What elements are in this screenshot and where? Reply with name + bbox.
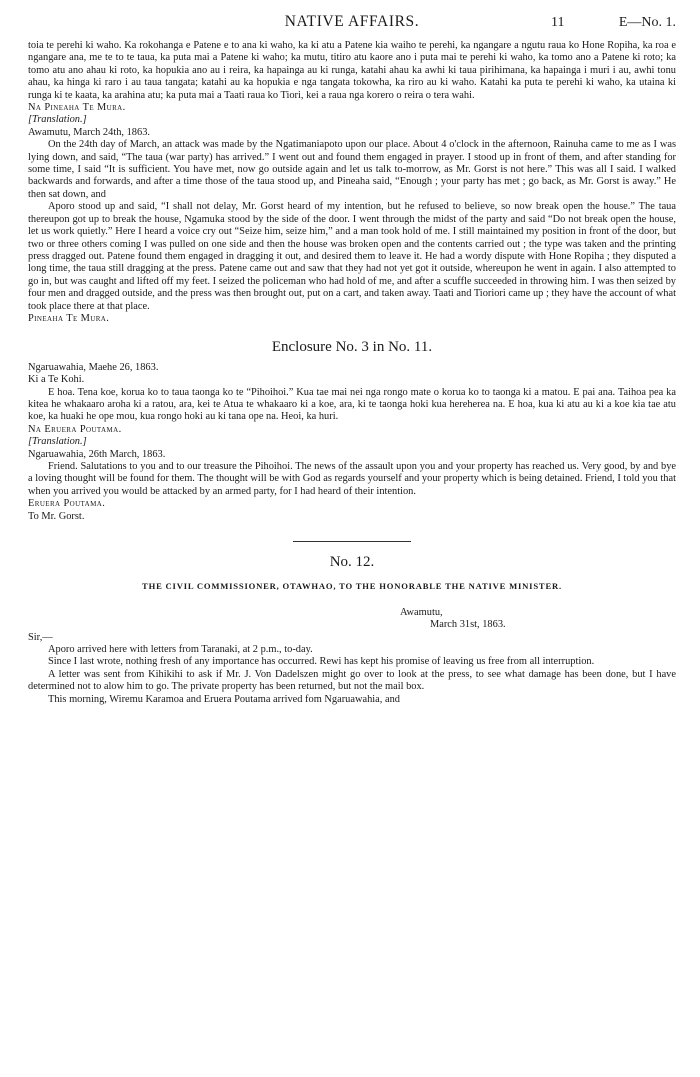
letter-subheading: THE CIVIL COMMISSIONER, OTAWHAO, TO THE HONORABLE THE NATIVE MINISTER. [142,581,562,592]
enclosure-translation-signature: Eruera Poutama. [28,498,106,510]
translation-paragraph: On the 24th day of March, an attack was made by the Ngatimaniapoto upon our place. About 4 o'clock in the afternoon, Rainuha came to me as I was lying down, and said, “The taua (war party) has arrived.” I went out and found them engaged in prayer. I stood up in front of them, and after standing for some time, I said “It is sufficient. You have met, now go outside again and let us talk to-morrow, as Mr. Gorst is not here.” This was all I said. I walked backwards and forwards, and after a time those of the taua stood up, and Pineaha said, “Enough ; your party has met ; go back, as Mr. Gorst is away.” He then sat down, and [28,139,676,200]
document-page [28,14,676,706]
addressee: To Mr. Gorst. [28,510,85,522]
letter-place: Awamutu, [400,606,443,618]
letter-dateline [28,607,676,632]
enclosure-translation-label: [Translation.] [28,436,87,448]
letter-number-heading: No. 12. [329,554,375,571]
translation-signature: Pineaha Te Mura. [28,312,110,324]
enclosure-signature: Na Eruera Poutama. [28,423,122,435]
translation-dateline: Awamutu, March 24th, 1863. [28,126,150,138]
letter-paragraph: Since I last wrote, nothing fresh of any importance has occurred. Rewi has kept his promise of leaving us free from all interruption. [48,656,595,668]
letter-date: March 31st, 1863. [430,619,506,631]
letter-paragraph: Aporo arrived here with letters from Taranaki, at 2 p.m., to-day. [48,644,313,656]
maori-letter-body: toia te perehi ki waho. Ka rokohanga e Patene e to ana ki waho, ka ki atu a Patene kia waiho te perehi, ka ngangare a ngutu raua ko Hone Ropiha, ka roa e ngangare ana, me te to te taua, ka puta mai a Patene ki waho; ka mutu, titiro atu kaore ano i puta mai te perehi ki waho, ka tomo ano a Patene ki roto; ka tomo atu ano ahau ki roto, ka hopukia ano au i reira, ka hapainga au ki runga, katahi ahau ka awhi ki taua pirihimana, ka hapainga i muri i au, awhi tonu ahau, ka hinga ki raro i au taua tangata; katahi au ka hopukia e nga tangata tokowha, ka riro au ki waho. Katahi ka puta te perehi ki waho, ka utaina ki runga ki te kaata, ka arahina atu; ka puta mai a Taati raua ko Tiori, kei a raua nga korero o reira o tera wahi. [28,40,676,101]
document-reference: E—No. 1. [618,15,676,30]
enclosure-body: E hoa. Tena koe, korua ko to taua taonga ko te “Pihoihoi.” Kua tae mai nei nga rongo mate o korua ko to taonga ki a matou. E pai ana. Taihoa pea ka kitea he whakaaro aroha ki a ratou, ara, kei te Atua te whakaaro ki a koe, ara, ki te taonga hoki kua hereherea na. E hoa, kua ki atu au ki a koe kia tae atu koe, ka huaki he ope mou, kua rongo hoki au ki tana ope na. Heoi, ka huri. [28,386,676,423]
maori-letter-signature: Na Pineaha Te Mura. [28,102,126,114]
letter-paragraph: This morning, Wiremu Karamoa and Eruera Poutama arrived fom Ngaruawahia, and [48,693,400,705]
running-title: NATIVE AFFAIRS. [284,13,420,30]
letter-paragraph: A letter was sent from Kihikihi to ask if Mr. J. Von Dadelszen might go over to look at the press, to see what damage has been done, but I have determined not to alow him to go. The private property has been returned, but not the mail box. [28,668,676,693]
letter-salutation: Sir,— [28,631,53,643]
enclosure-translation-body: Friend. Salutations to you and to our treasure the Pihoihoi. The news of the assault upon you and your property has reached us. Very good, by and bye a loving thought will be found for them. The thought will be with God as regards yourself and your property which is being detained. Friend, I told you that when you arrived you would be attacked by an armed party, for I had heard of their intention. [28,461,676,497]
page-number: 11 [551,15,565,30]
enclosure-heading: Enclosure No. 3 in No. 11. [271,339,433,356]
running-header [28,14,676,36]
enclosure-translation-dateline: Ngaruawahia, 26th March, 1863. [28,448,166,460]
translation-paragraph: Aporo stood up and said, “I shall not delay, Mr. Gorst heard of my intention, but he refused to believe, so now break open the house.” The taua thereupon got up to break the house, Ngamuka stood by the side of the door. I went through the midst of the party and said “Do not break open the house, let us work quietly.” Here I heard a voice cry out “Seize him, seize him,” and a man took hold of me. I still maintained my position in front of the door, but two or three others coming I was pulled on one side and then the house was broken open and the contents carried out ; the type was taken and the printing press dragged out. Patene found them engaged in dragging it out, and desired them to leave it. He had a wordy dispute with Hone Ropiha ; they disputed a long time, the taua still dragging at the press. Patene came out and saw that they had not yet got it outside, whereupon he went in again. I also attempted to go in, but was caught and lifted off my feet. I seized the policeman who had hold of me, and after a scuffle succeeded in throwing him. I was then seized by four men and dragged outside, and the press was then brought out, put on a cart, and taken away. Taati and Tioriori came up ; they have the account of what took place there at that place. [28,201,676,312]
translation-label: [Translation.] [28,114,87,126]
section-divider [293,541,411,542]
enclosure-salutation: Ki a Te Kohi. [28,374,85,386]
enclosure-dateline: Ngaruawahia, Maehe 26, 1863. [28,361,159,373]
